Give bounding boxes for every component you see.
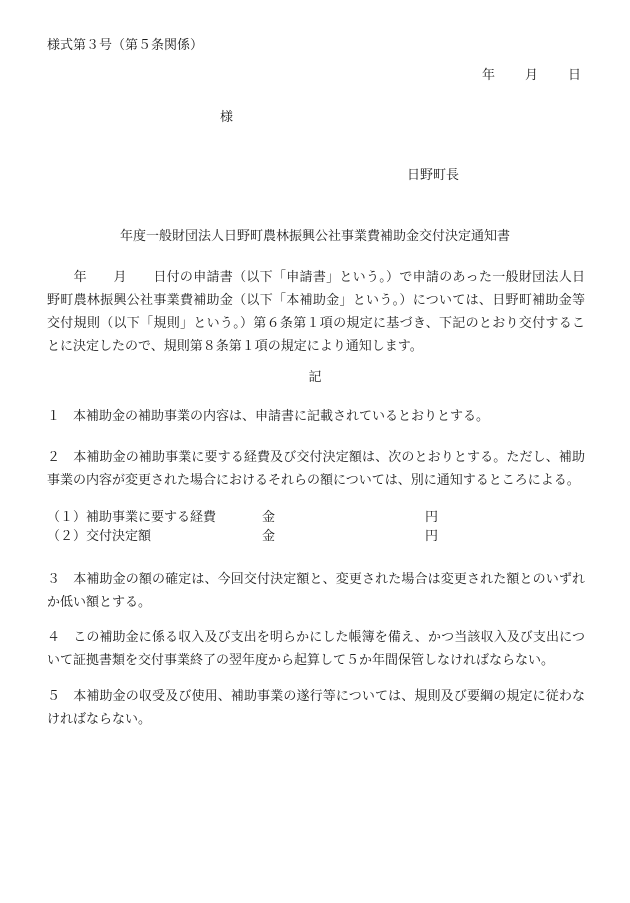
body-paragraph: 年 月 日付の申請書（以下「申請書」という。）で申請のあった一般財団法人日野町農林振興公社事業費補助金（以下「本補助金」という。）については、日野町補助金等交付規則（以下「規則」という。）第６条第１項の規定に基づき、下記のとおり交付することに決定したので、規則第８条第１項の規定により通知します。 — [47, 270, 585, 354]
document-title: 年度一般財団法人日野町農林振興公社事業費補助金交付決定通知書 — [119, 229, 510, 244]
form-number: 様式第３号（第５条関係） — [47, 38, 204, 53]
amount-kin-1: 金 — [262, 510, 276, 525]
item-2: ２ 本補助金の補助事業に要する経費及び交付決定額は、次のとおりとする。ただし、補助事業の内容が変更された場合におけるそれらの額については、別に通知するところによる。 — [47, 450, 585, 488]
item-3: ３ 本補助金の額の確定は、今回交付決定額と、変更された場合は変更された額とのいずれか低い額とする。 — [47, 572, 585, 610]
amount-yen-1: 円 — [425, 510, 439, 525]
item-5: ５ 本補助金の収受及び使用、補助事業の遂行等については、規則及び要綱の規定に従わなければならない。 — [47, 689, 585, 727]
amount-label-1: （１）補助事業に要する経費 — [47, 510, 217, 525]
amount-yen-2: 円 — [425, 529, 439, 544]
date-day: 日 — [567, 68, 581, 83]
amount-label-2: （２）交付決定額 — [47, 529, 152, 544]
issuer-name: 日野町長 — [407, 168, 460, 183]
ki-heading: 記 — [308, 370, 322, 385]
item-4: ４ この補助金に係る収入及び支出を明らかにした帳簿を備え、かつ当該収入及び支出について証拠書類を交付事業終了の翌年度から起算して５か年間保管しなければならない。 — [47, 630, 585, 668]
amount-kin-2: 金 — [262, 529, 276, 544]
amount-row-1 — [47, 509, 585, 527]
date-year: 年 — [481, 68, 495, 83]
date-month: 月 — [524, 68, 538, 83]
addressee-suffix: 様 — [220, 110, 234, 125]
amount-row-2 — [47, 528, 585, 546]
date-line — [482, 67, 581, 85]
item-1: １ 本補助金の補助事業の内容は、申請書に記載されているとおりとする。 — [47, 409, 490, 424]
